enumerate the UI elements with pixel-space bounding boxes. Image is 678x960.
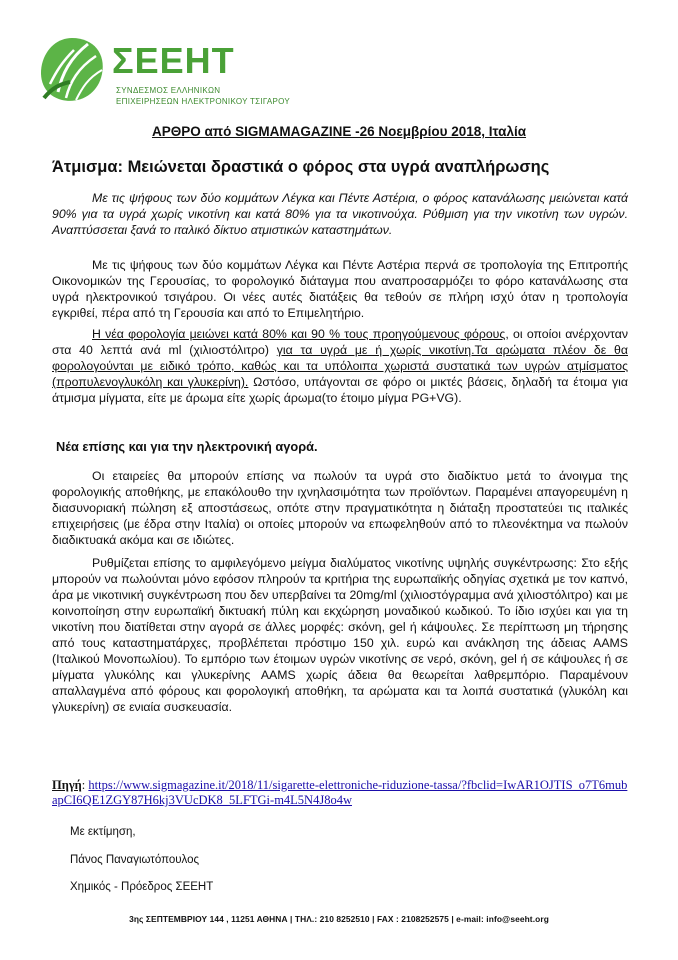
signature-closing: Με εκτίμηση, xyxy=(70,826,136,838)
leaf-logo-icon xyxy=(36,34,108,106)
source-separator: : xyxy=(81,778,89,792)
paragraph-tax-reduction xyxy=(52,326,628,406)
paragraph-text: , οι οποίοι ανέρχονταν στα 40 λεπτά ανά ml (χιλιοστόλιτρο) xyxy=(52,327,628,357)
paragraph-text: Ωστόσο, υπάγονται σε φόρο οι μικτές βάσεις, δηλαδή τα έτοιμα για άτμισμα μίγματα, είτε με άρωμα είτε χωρίς άρωμα(το έτοιμο μίγμα PG+VG). xyxy=(52,375,628,405)
source-citation xyxy=(52,778,632,808)
source-label: Πηγή xyxy=(52,778,82,792)
underlined-flavors: για τα υγρά με ή χωρίς νικοτίνη.Τα αρώματα πλέον δε θα φορολογούνται με ειδικό τρόπο, καθώς και τα υπόλοιπα χωριστά συστατικά των υγρών ατμίσματος (προπυλενογλυκόλη και γλυκερίνη). xyxy=(52,343,628,389)
logo-tagline-line1: ΣΥΝΔΕΣΜΟΣ ΕΛΛΗΝΙΚΩΝ xyxy=(116,86,221,95)
article-source-title: ΑΡΘΡΟ από SIGMAMAGAZINE -26 Νοεμβρίου 2018, Ιταλία xyxy=(151,124,527,139)
underlined-tax-cut: Η νέα φορολογία μειώνει κατά 80% και 90 % τους προηγούμενους φόρους xyxy=(92,327,506,341)
source-link[interactable]: https://www.sigmagazine.it/2018/11/sigarette-elettroniche-riduzione-tassa/?fbclid=IwAR1OJTIS_o7T6mubapCI6QE1ZGY87H6kj3VUcDK8_5LFTGi-m4L5N4J8o4w xyxy=(52,778,628,807)
signature-role: Χημικός - Πρόεδρος ΣΕΕΗΤ xyxy=(70,881,214,893)
footer-contact: 3ης ΣΕΠΤΕΜΒΡΙΟΥ 144 , 11251 ΑΘΗΝΑ | ΤΗΛ.: 210 8252510 | FAX : 2108252575 | e-mail: info@seeht.org xyxy=(129,914,549,924)
article-headline: Άτμισμα: Μειώνεται δραστικά ο φόρος στα υγρά αναπλήρωσης xyxy=(52,158,550,176)
seeht-logo xyxy=(36,34,291,114)
logo-wordmark: ΣΕΕΗΤ xyxy=(112,40,235,81)
lead-paragraph: Με τις ψήφους των δύο κομμάτων Λέγκα και Πέντε Αστέρια, ο φόρος κατανάλωσης μειώνεται κατά 90% για τα υγρά χωρίς νικοτίνη και κατά 80% για τα νικοτινούχα. Ρύθμιση για την νικοτίνη των υγρών. Αναπτύσσεται ξανά το ιταλικό δίκτυο ατμιστικών καταστημάτων. xyxy=(52,191,628,237)
logo-tagline-line2: ΕΠΙΧΕΙΡΗΣΕΩΝ ΗΛΕΚΤΡΟΝΙΚΟΥ ΤΣΙΓΑΡΟΥ xyxy=(116,97,291,106)
signature-name: Πάνος Παναγιωτόπουλος xyxy=(70,854,200,866)
paragraph-tax-amendment: Με τις ψήφους των δύο κομμάτων Λέγκα και Πέντε Αστέρια περνά σε τροπολογία της Επιτροπής Οικονομικών της Γερουσίας, το φορολογικό διάταγμα που αναπροσαρμόζει το φόρο κατανάλωσης στα υγρά ηλεκτρονικού τσιγάρου. Οι νέες αυτές διατάξεις θα τεθούν σε πλήρη ισχύ όταν η τροπολογία εγκριθεί, πέρα από τη Γερουσία και από το Επιμελητήριο. xyxy=(52,258,628,320)
paragraph-online-sales: Οι εταιρείες θα μπορούν επίσης να πωλούν τα υγρά στο διαδίκτυο μετά το άνοιγμα της φορολογικής αποθήκης, με επακόλουθο την ιχνηλασιμότητα των προϊόντων. Παραμένει απαγορευμένη η διασυνοριακή πώληση εξ αποστάσεως, οπότε στην πραγματικότητα η διάταξη προστατεύει τις ιταλικές επιχειρήσεις (με έδρα στην Ιταλία) οι οποίες μπορούν να επωφεληθούν από το πλεονέκτημα να πωλούν διαδικτυακά ακόμα και σε ιδιώτες. xyxy=(52,469,628,547)
section-subheading: Νέα επίσης και για την ηλεκτρονική αγορά. xyxy=(56,439,318,454)
paragraph-nicotine-regulation: Ρυθμίζεται επίσης το αμφιλεγόμενο μείγμα διαλύματος νικοτίνης υψηλής συγκέντρωσης: Στο εξής μπορούν να πωλούνται μόνο εφόσον πληρούν τα κριτήρια της ευρωπαϊκής οδηγίας σχετικά με τον καπνό, άρα με νικοτινική συγκέντρωση που δεν υπερβαίνει τα 20mg/ml (χιλιοστόγραμμα ανά χιλιοστόλιτρο) και με κοινοποίηση στην ευρωπαϊκή δικτυακή πύλη και εκχώρηση μοναδικού κωδικού. Το ίδιο ισχύει και για τη νικοτίνη που διατίθεται στην αγορά σε άλλες μορφές: σκόνη, gel ή κάψουλες. Σε περίπτωση μη τήρησης από τους καταστηματάρχες, προβλέπεται πρόστιμο 150 χιλ. ευρώ και ανάκληση της άδειας AAMS (Ιταλικού Μονοπωλίου). Το εμπόριο των έτοιμων υγρών νικοτίνης σε νερό, σκόνη, gel ή σε κάψουλες ή σε μίγματα γλυκόλης και γλυκερίνης AAMS χωρίς άδεια θα θεωρείται λαθρεμπόριο. Παραμένουν απαλλαγμένα από φόρους και φορολογική αποθήκη, τα αρώματα και τα λοιπά συστατικά (γλυκόλη και γλυκερίνη) σε ενιαία συσκευασία. xyxy=(52,556,628,714)
